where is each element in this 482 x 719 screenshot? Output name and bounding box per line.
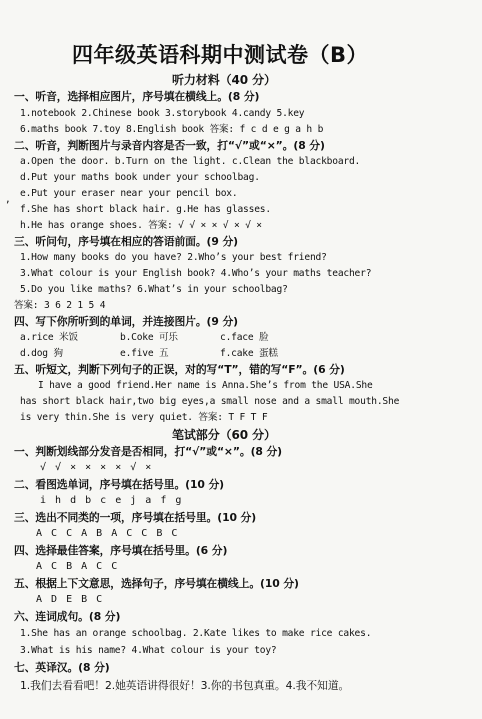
listening-heading: 听力材料（40 分） — [172, 73, 276, 87]
written-heading: 笔试部分（60 分） — [172, 428, 276, 442]
written-section-answer: √ √ × × × × √ × — [40, 462, 153, 473]
listening-s4-title: 四、写下你所听到的单词，并连接图片。(9 分) — [14, 315, 238, 328]
written-section-title: 二、看图选单词，序号填在括号里。(10 分) — [14, 478, 224, 491]
listening-s2-line: d.Put your maths book under your schoolbag. — [20, 172, 260, 183]
written-section-answer: i h d b c e j a f g — [40, 495, 183, 506]
listening-s3-line: 3.What colour is your English book? 4.Who’s your maths teacher? — [20, 268, 372, 279]
listening-s3-line: 1.How many books do you have? 2.Who’s your best friend? — [20, 252, 327, 263]
sentence-line: 3.What is his name? 4.What colour is your toy? — [20, 645, 277, 656]
listening-s1-title: 一、听音，选择相应图片，序号填在横线上。(8 分) — [14, 90, 260, 103]
listening-s2-line: e.Put your eraser near your pencil box. — [20, 188, 238, 199]
word-item: f.cake 蛋糕 — [220, 348, 278, 359]
listening-s3-line: 5.Do you like maths? 6.What’s in your schoolbag? — [20, 284, 288, 295]
listening-s2-title: 二、听音，判断图片与录音内容是否一致，打“√”或“×”。(8 分) — [14, 139, 325, 152]
listening-s5-title: 五、听短文，判断下列句子的正误，对的写“T”，错的写“F”。(6 分) — [14, 363, 345, 376]
written-s7-title: 七、英译汉。(8 分) — [14, 661, 110, 674]
passage-line: is very thin.She is very quiet. 答案: T F T F — [20, 412, 268, 423]
written-section-answer: A C C A B A C C B C — [36, 528, 179, 539]
translation-line: 1.我们去看看吧！2.她英语讲得很好！3.你的书包真重。4.我不知道。 — [20, 679, 350, 692]
written-section-title: 三、选出不同类的一项，序号填在括号里。(10 分) — [14, 511, 257, 524]
listening-s2-line: f.She has short black hair. g.He has glasses. — [20, 204, 271, 215]
word-item: c.face 脸 — [220, 332, 269, 343]
written-section-answer: A D E B C — [36, 594, 104, 605]
sentence-line: 1.She has an orange schoolbag. 2.Kate likes to make rice cakes. — [20, 628, 372, 639]
listening-s2-line: h.He has orange shoes. 答案: √ √ × × √ × √ × — [20, 220, 262, 231]
written-section-title: 一、判断划线部分发音是否相同，打“√”或“×”。(8 分) — [14, 445, 283, 458]
passage-line: I have a good friend.Her name is Anna.She’s from the USA.She — [38, 380, 373, 391]
listening-s1-row2: 6.maths book 7.toy 8.English book 答案: f c d e g a h b — [20, 124, 324, 135]
written-section-title: 五、根据上下文意思，选择句子，序号填在横线上。(10 分) — [14, 577, 299, 590]
word-item: d.dog 狗 — [20, 348, 63, 359]
listening-s3-answer: 答案: 3 6 2 1 5 4 — [14, 300, 106, 311]
passage-line: has short black hair,two big eyes,a small nose and a small mouth.She — [20, 396, 400, 407]
word-item: e.five 五 — [120, 348, 169, 359]
stray-mark: , — [5, 194, 11, 205]
written-section-title: 四、选择最佳答案，序号填在括号里。(6 分) — [14, 544, 228, 557]
listening-s3-title: 三、听问句，序号填在相应的答语前面。(9 分) — [14, 235, 238, 248]
page-title: 四年级英语科期中测试卷（B） — [72, 43, 369, 67]
written-section-answer: A C B A C C — [36, 561, 119, 572]
word-item: a.rice 米饭 — [20, 332, 78, 343]
listening-s1-row1: 1.notebook 2.Chinese book 3.storybook 4.candy 5.key — [20, 108, 305, 119]
written-s6-title: 六、连词成句。(8 分) — [14, 610, 121, 623]
listening-s2-line: a.Open the door. b.Turn on the light. c.Clean the blackboard. — [20, 156, 361, 167]
word-item: b.Coke 可乐 — [120, 332, 178, 343]
